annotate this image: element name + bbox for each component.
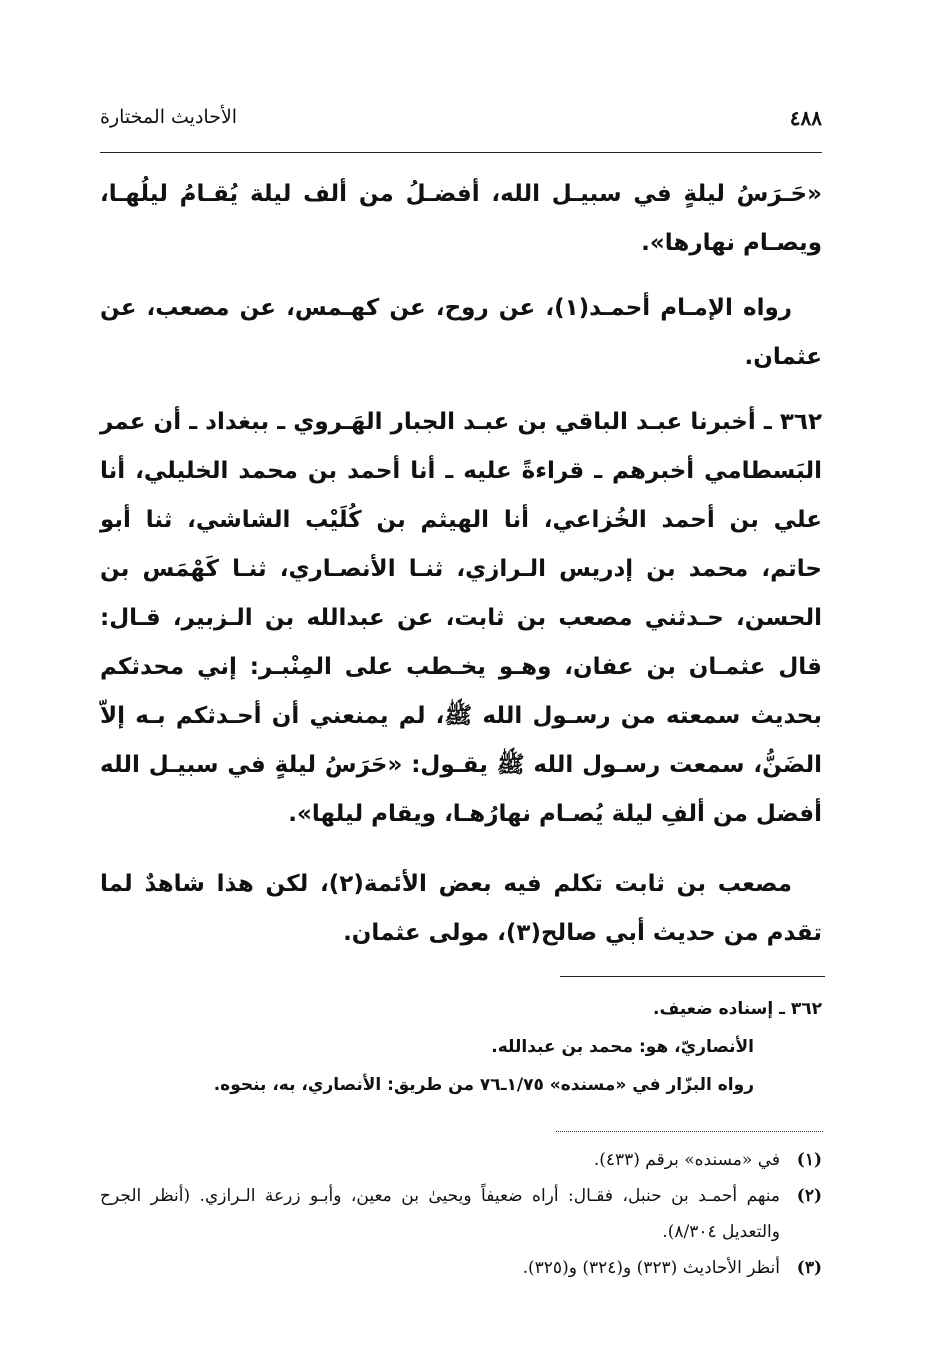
footnote-text: في «مسنده» برقم (٤٣٣). bbox=[593, 1150, 780, 1170]
commentary-paragraph: مصعب بن ثابت تكلم فيه بعض الأئمة(٢)، لكن هذا شاهدٌ لما تقدم من حديث أبي صالح(٣)، مولى عثمان. bbox=[100, 871, 822, 946]
narration-paragraph: رواه الإمـام أحمـد(١)، عن روح، عن كهـمس، عن مصعب، عن عثمان. bbox=[100, 295, 822, 370]
hadith-362-paragraph: ٣٦٢ ـ أخبرنا عبـد الباقي بن عبـد الجبار الهَـروي ـ ببغداد ـ أن عمر البَسطامي أخبرهم ـ قراءةً عليه ـ أنا أحمد بن محمد الخليلي، أنا علي بن أحمد الخُزاعي، أنا الهيثم بن كُلَيْب الشاشي، ثنا أبو حاتم، محمد بن إدريس الـرازي، ثنـا الأنصـاري، ثنـا كَهْمَس بن الحسن، حـدثني مصعب بن ثابت، عن عبدالله بن الـزبير، قـال: قال عثمـان بن عفان، وهـو يخـطب على المِنْبـر: إني محدثكم بحديث سمعته من رسـول الله ﷺ، لم يمنعني أن أحـدثكم بـه إلاّ الضَنُّ، سمعت رسـول الله ﷺ يقـول: «حَرَسُ ليلةٍ في سبيـل الله أفضل من ألفِ ليلة يُصـام نهارُهـا، ويقام ليلها». bbox=[100, 409, 822, 827]
running-title: الأحاديث المختارة bbox=[100, 106, 238, 128]
main-text bbox=[100, 170, 822, 979]
takhrij-narrator-note: الأنصاريّ، هو: محمد بن عبدالله. bbox=[491, 1037, 754, 1057]
page-number: ٤٨٨ bbox=[789, 106, 822, 130]
page-header bbox=[100, 100, 822, 136]
footnotes-divider bbox=[556, 1131, 823, 1132]
footnote-number: (٢) bbox=[796, 1186, 822, 1206]
footnote-2 bbox=[100, 1178, 822, 1250]
takhrij-source-note: رواه البزّار في «مسنده» ١/٧٥ـ٧٦ من طريق: الأنصاري، به، بنحوه. bbox=[213, 1075, 754, 1095]
footnotes bbox=[100, 1142, 822, 1286]
footnote-number: (٣) bbox=[796, 1258, 822, 1278]
footnote-text: أنظر الأحاديث (٣٢٣) و(٣٢٤) و(٣٢٥). bbox=[522, 1258, 780, 1278]
takhrij-section bbox=[100, 990, 822, 1104]
header-rule bbox=[100, 152, 822, 153]
footnote-1 bbox=[100, 1142, 822, 1178]
takhrij-grade: ٣٦٢ ـ إسناده ضعيف. bbox=[653, 999, 822, 1019]
footnote-3 bbox=[100, 1250, 822, 1286]
footnote-text: منهم أحمـد بن حنبل، فقـال: أراه ضعيفاً ويحيىٰ بن معين، وأبـو زرعة الـرازي. (أنظر الجرح والتعديل ٨/٣٠٤). bbox=[100, 1186, 780, 1242]
hadith-text-paragraph: «حَـرَسُ ليلةٍ في سبيـل الله، أفضـلُ من ألف ليلة يُقـامُ ليلُهـا، ويصـام نهارها». bbox=[100, 181, 822, 256]
footnote-number: (١) bbox=[796, 1150, 822, 1170]
takhrij-rule bbox=[560, 976, 825, 977]
